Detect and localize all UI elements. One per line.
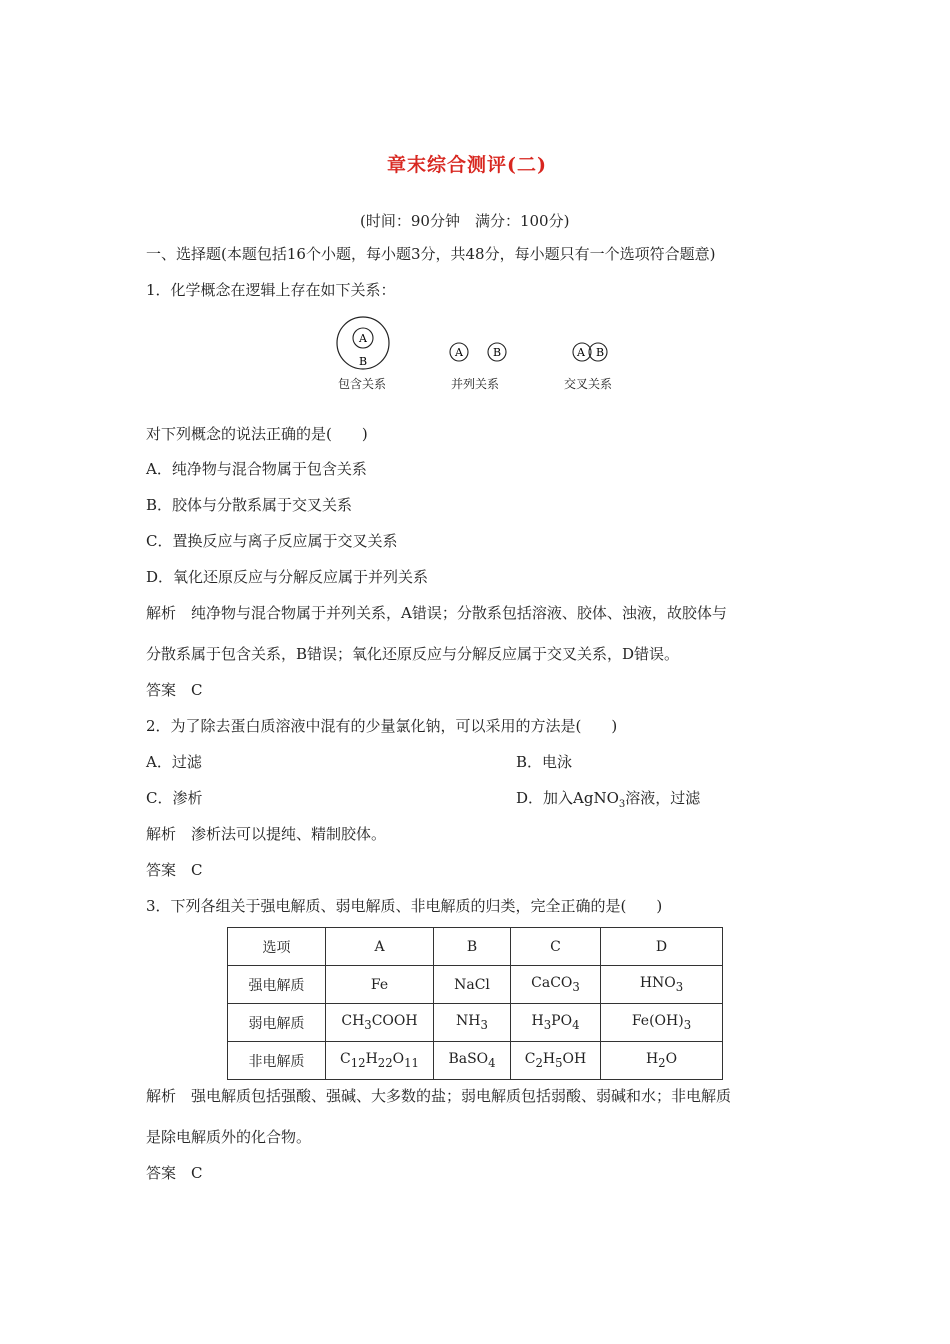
intersection-label: 交叉关系 (564, 377, 613, 391)
table-header-row (228, 928, 723, 966)
parallel-label: 并列关系 (451, 377, 500, 391)
containment-a-text: A (359, 332, 367, 345)
table-cell: BaSO$_4$ (434, 1042, 511, 1080)
row-label: 强电解质 (228, 966, 326, 1004)
table-cell: $Fe(OH)_3$ (601, 1004, 723, 1042)
page-title: 章末综合测评(二) (387, 154, 547, 176)
q3-analysis-line2: 是除电解质外的化合物。 (146, 1128, 312, 1146)
table-header-cell: 选项 (228, 928, 326, 966)
table-cell: CaCO$_3$ (511, 966, 601, 1004)
q2-answer: 答案 C (146, 861, 203, 879)
q1-option-c: C．置换反应与离子反应属于交叉关系 (146, 532, 398, 550)
table-cell: $H_3PO_4$ (511, 1004, 601, 1042)
q2-stem: 2．为了除去蛋白质溶液中混有的少量氯化钠，可以采用的方法是( ) (146, 717, 618, 735)
q1-answer: 答案 C (146, 681, 203, 699)
table-cell: $C_{12}H_{22}O_{11}$ (326, 1042, 434, 1080)
containment-label: 包含关系 (338, 377, 387, 391)
table-cell: $C_2H_5OH$ (511, 1042, 601, 1080)
table-cell: NaCl (434, 966, 511, 1004)
table-row (228, 1042, 723, 1080)
q2-option-c: C．渗析 (146, 789, 203, 807)
table-header-cell: A (326, 928, 434, 966)
table-cell: $CH_3COOH$ (326, 1004, 434, 1042)
containment-b-text: B (358, 355, 368, 368)
q1-option-a: A．纯净物与混合物属于包含关系 (146, 460, 367, 478)
row-label: 非电解质 (228, 1042, 326, 1080)
q2-option-a: A．过滤 (146, 753, 202, 771)
q1-prompt: 对下列概念的说法正确的是( ) (146, 425, 368, 443)
q1-stem: 1．化学概念在逻辑上存在如下关系： (146, 281, 396, 299)
table-row (228, 1004, 723, 1042)
table-cell: $NH_3$ (434, 1004, 511, 1042)
q2-option-d: D．加入AgNO$_3$溶液，过滤 (516, 789, 701, 810)
electrolyte-table (227, 927, 723, 1080)
section-header: 一、选择题(本题包括16个小题，每小题3分，共48分，每小题只有一个选项符合题意) (146, 245, 716, 263)
table-cell: $H_2O$ (601, 1042, 723, 1080)
table-header-cell: C (511, 928, 601, 966)
intersection-b-text: B (595, 346, 605, 359)
parallel-a-text: A (455, 346, 463, 359)
time-info: (时间：90分钟 满分：100分) (360, 212, 570, 230)
table-cell: $HNO_3$ (601, 966, 723, 1004)
q3-analysis-line1: 解析 强电解质包括强酸、强碱、大多数的盐；弱电解质包括弱酸、弱碱和水；非电解质 (146, 1087, 732, 1105)
table-header-cell: D (601, 928, 723, 966)
row-label: 弱电解质 (228, 1004, 326, 1042)
intersection-a-text: A (577, 346, 585, 359)
table-header-cell: B (434, 928, 511, 966)
table-row (228, 966, 723, 1004)
q1-analysis-line1: 解析 纯净物与混合物属于并列关系，A错误；分散系包括溶液、胶体、浊液，故胶体与 (146, 604, 727, 622)
q2-option-b: B．电泳 (516, 753, 573, 771)
q1-analysis-line2: 分散系属于包含关系，B错误；氧化还原反应与分解反应属于交叉关系，D错误。 (146, 645, 680, 663)
parallel-b-text: B (492, 346, 502, 359)
q2-analysis: 解析 渗析法可以提纯、精制胶体。 (146, 825, 387, 843)
table-cell: Fe (326, 966, 434, 1004)
q3-stem: 3．下列各组关于强电解质、弱电解质、非电解质的归类，完全正确的是( ) (146, 897, 663, 915)
q3-answer: 答案 C (146, 1164, 203, 1182)
q1-option-b: B．胶体与分散系属于交叉关系 (146, 496, 353, 514)
q1-option-d: D．氧化还原反应与分解反应属于并列关系 (146, 568, 429, 586)
